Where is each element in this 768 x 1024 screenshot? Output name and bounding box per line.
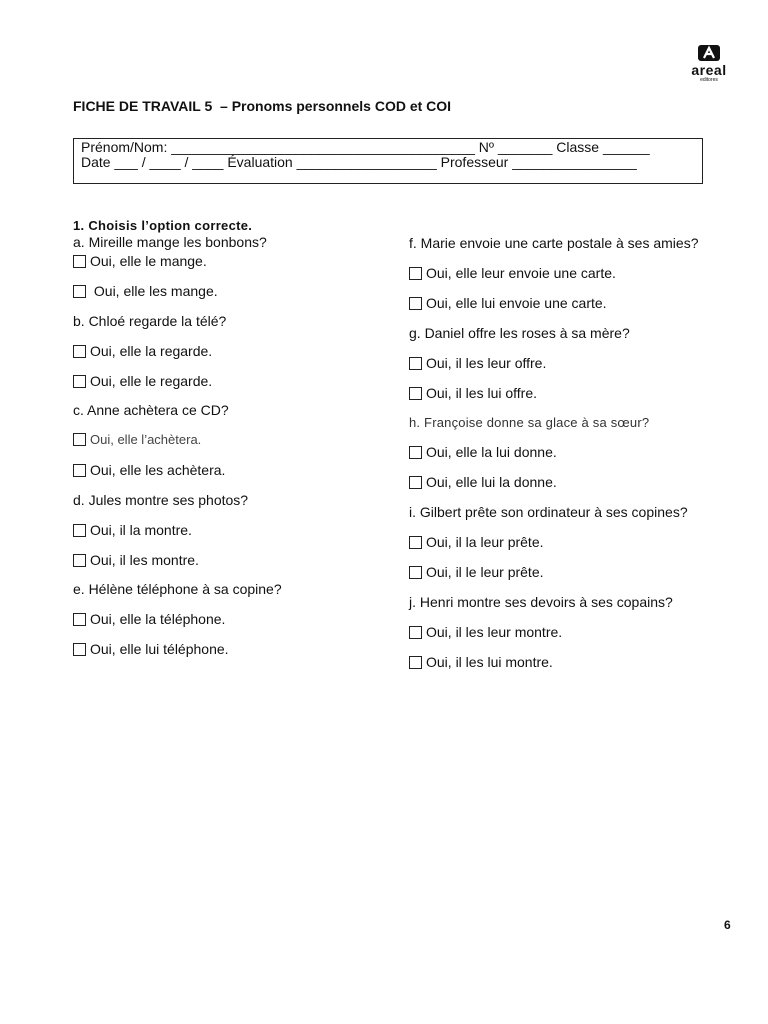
option-f1[interactable] xyxy=(409,265,616,281)
checkbox[interactable] xyxy=(409,536,422,549)
option-e1[interactable] xyxy=(73,611,225,627)
option-j1[interactable] xyxy=(409,624,562,640)
checkbox[interactable] xyxy=(409,566,422,579)
option-label: Oui, il la leur prête. xyxy=(426,534,544,550)
option-label: Oui, il les leur montre. xyxy=(426,624,563,640)
option-d1[interactable] xyxy=(73,522,192,538)
option-label: Oui, elle les mange. xyxy=(90,283,218,299)
option-label: Oui, il les leur offre. xyxy=(426,355,547,371)
option-h1[interactable] xyxy=(409,444,557,460)
checkbox[interactable] xyxy=(409,656,422,669)
option-label: Oui, il le leur prête. xyxy=(426,564,544,580)
option-label: Oui, elle lui téléphone. xyxy=(90,641,229,657)
option-d2[interactable] xyxy=(73,552,199,568)
option-i2[interactable] xyxy=(409,564,544,580)
checkbox[interactable] xyxy=(73,433,86,446)
logo-mark-icon xyxy=(697,44,721,62)
option-c2[interactable] xyxy=(73,462,225,478)
checkbox[interactable] xyxy=(73,613,86,626)
checkbox[interactable] xyxy=(73,255,86,268)
section-heading: 1. Choisis l’option correcte. xyxy=(73,218,253,233)
option-label: Oui, elle le regarde. xyxy=(90,373,213,389)
option-label: Oui, il les montre. xyxy=(90,552,199,568)
option-label: Oui, il la montre. xyxy=(90,522,192,538)
option-label: Oui, elle la téléphone. xyxy=(90,611,226,627)
option-label: Oui, elle lui envoie une carte. xyxy=(426,295,607,311)
checkbox[interactable] xyxy=(409,446,422,459)
question-e: e. Hélène téléphone à sa copine? xyxy=(73,581,282,597)
option-g1[interactable] xyxy=(409,355,546,371)
info-line-name: Prénom/Nom: _______________________________________ Nº _______ Classe ______ xyxy=(81,139,650,155)
info-line-date: Date ___ / ____ / ____ Évaluation __________________ Professeur ________________ xyxy=(81,154,637,170)
checkbox[interactable] xyxy=(73,643,86,656)
checkbox[interactable] xyxy=(73,345,86,358)
question-g: g. Daniel offre les roses à sa mère? xyxy=(409,325,630,341)
option-b1[interactable] xyxy=(73,343,212,359)
option-a1[interactable] xyxy=(73,253,207,269)
page-number: 6 xyxy=(724,918,731,932)
checkbox[interactable] xyxy=(73,524,86,537)
question-c: c. Anne achètera ce CD? xyxy=(73,402,229,418)
question-j: j. Henri montre ses devoirs à ses copains? xyxy=(409,594,673,610)
logo-subtitle: editores xyxy=(700,77,718,83)
option-e2[interactable] xyxy=(73,641,229,657)
option-label: Oui, il les lui offre. xyxy=(426,385,538,401)
option-label: Oui, elle l’achètera. xyxy=(90,432,202,447)
question-b: b. Chloé regarde la télé? xyxy=(73,313,227,329)
areal-logo xyxy=(684,44,734,84)
question-f: f. Marie envoie une carte postale à ses amies? xyxy=(409,235,699,251)
page-title: FICHE DE TRAVAIL 5 – Pronoms personnels COD et COI xyxy=(73,98,452,114)
question-i: i. Gilbert prête son ordinateur à ses copines? xyxy=(409,504,688,520)
option-g2[interactable] xyxy=(409,385,537,401)
option-h2[interactable] xyxy=(409,474,557,490)
checkbox[interactable] xyxy=(409,267,422,280)
checkbox[interactable] xyxy=(73,285,86,298)
checkbox[interactable] xyxy=(409,476,422,489)
option-c1[interactable] xyxy=(73,432,201,447)
option-f2[interactable] xyxy=(409,295,607,311)
question-d: d. Jules montre ses photos? xyxy=(73,492,249,508)
option-label: Oui, elle leur envoie une carte. xyxy=(426,265,616,281)
question-a: a. Mireille mange les bonbons? xyxy=(73,234,267,250)
option-label: Oui, elle lui la donne. xyxy=(426,474,557,490)
checkbox[interactable] xyxy=(73,554,86,567)
question-h: h. Françoise donne sa glace à sa sœur? xyxy=(409,415,650,430)
option-b2[interactable] xyxy=(73,373,212,389)
option-i1[interactable] xyxy=(409,534,544,550)
option-label: Oui, elle la lui donne. xyxy=(426,444,557,460)
checkbox[interactable] xyxy=(409,626,422,639)
checkbox[interactable] xyxy=(409,387,422,400)
checkbox[interactable] xyxy=(73,375,86,388)
option-label: Oui, elle la regarde. xyxy=(90,343,213,359)
checkbox[interactable] xyxy=(409,357,422,370)
logo-name: areal xyxy=(691,62,727,78)
option-label: Oui, elle le mange. xyxy=(90,253,207,269)
checkbox[interactable] xyxy=(73,464,86,477)
student-info-box xyxy=(73,138,703,184)
option-label: Oui, elle les achètera. xyxy=(90,462,226,478)
option-label: Oui, il les lui montre. xyxy=(426,654,553,670)
option-a2[interactable] xyxy=(73,283,218,299)
checkbox[interactable] xyxy=(409,297,422,310)
option-j2[interactable] xyxy=(409,654,553,670)
